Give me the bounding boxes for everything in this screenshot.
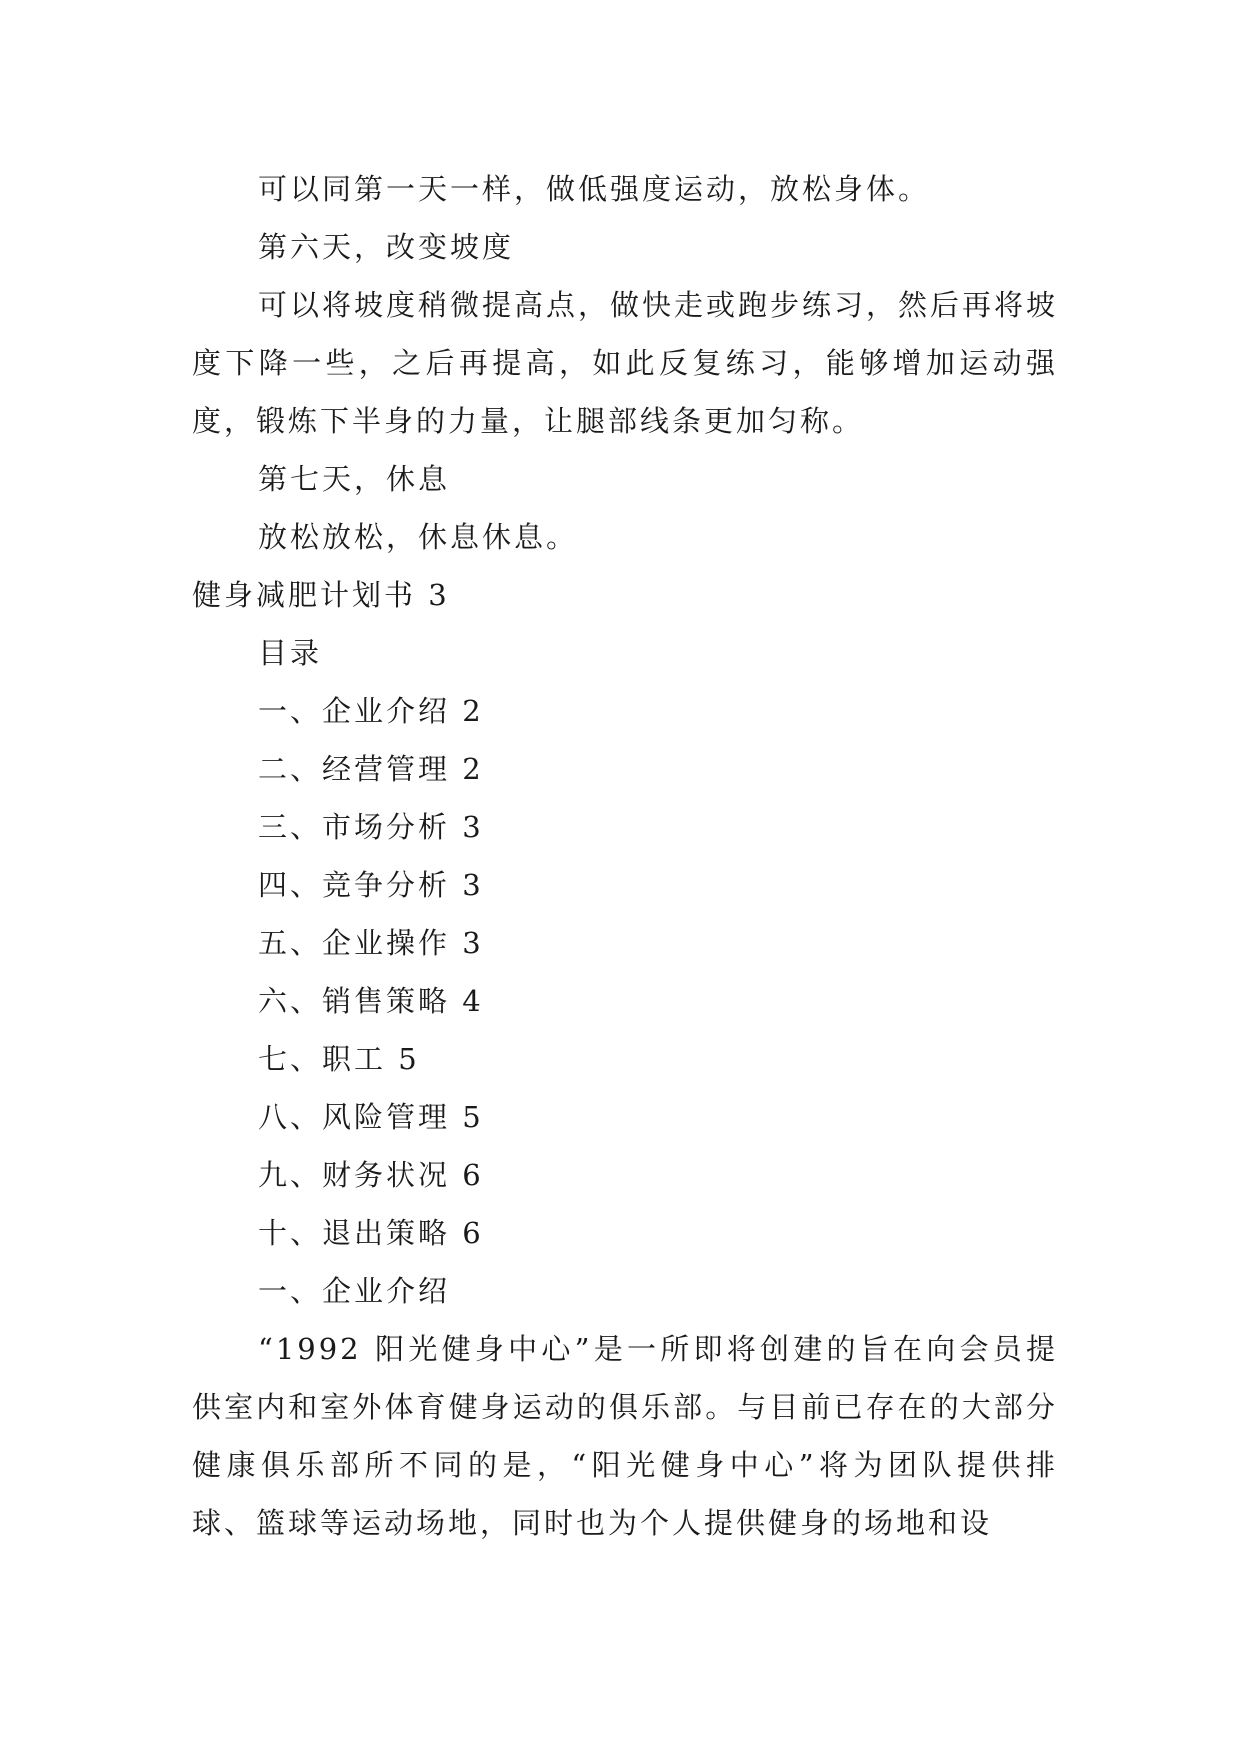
document-body <box>192 160 1058 1552</box>
toc-item: 二、经营管理 2 <box>258 752 484 786</box>
section-title: 健身减肥计划书 3 <box>192 578 450 612</box>
toc-item: 三、市场分析 3 <box>258 810 484 844</box>
toc-heading: 目录 <box>258 636 323 670</box>
paragraph-day6-heading: 第六天，改变坡度 <box>258 230 515 264</box>
paragraph-day5-text: 可以同第一天一样，做低强度运动，放松身体。 <box>258 172 931 206</box>
toc-item: 九、财务状况 6 <box>258 1158 484 1192</box>
toc-item: 一、企业介绍 2 <box>258 694 484 728</box>
toc-item: 四、竞争分析 3 <box>258 868 484 902</box>
intro-heading: 一、企业介绍 <box>258 1274 451 1308</box>
toc-item: 七、职工 5 <box>258 1042 420 1076</box>
toc-item: 六、销售策略 4 <box>258 984 484 1018</box>
paragraph-day7-heading: 第七天，休息 <box>258 462 451 496</box>
intro-body: “1992 阳光健身中心”是一所即将创建的旨在向会员提供室内和室外体育健身运动的俱乐部。与目前已存在的大部分健康俱乐部所不同的是，“阳光健身中心”将为团队提供排球、篮球等运动场地，同时也为个人提供健身的场地和设 <box>192 1332 1058 1540</box>
paragraph-day7-text: 放松放松，休息休息。 <box>258 520 579 554</box>
paragraph-day6-text: 可以将坡度稍微提高点，做快走或跑步练习，然后再将坡度下降一些，之后再提高，如此反复练习，能够增加运动强度，锻炼下半身的力量，让腿部线条更加匀称。 <box>192 288 1059 438</box>
toc-item: 八、风险管理 5 <box>258 1100 484 1134</box>
toc-item: 五、企业操作 3 <box>258 926 484 960</box>
toc-item: 十、退出策略 6 <box>258 1216 484 1250</box>
